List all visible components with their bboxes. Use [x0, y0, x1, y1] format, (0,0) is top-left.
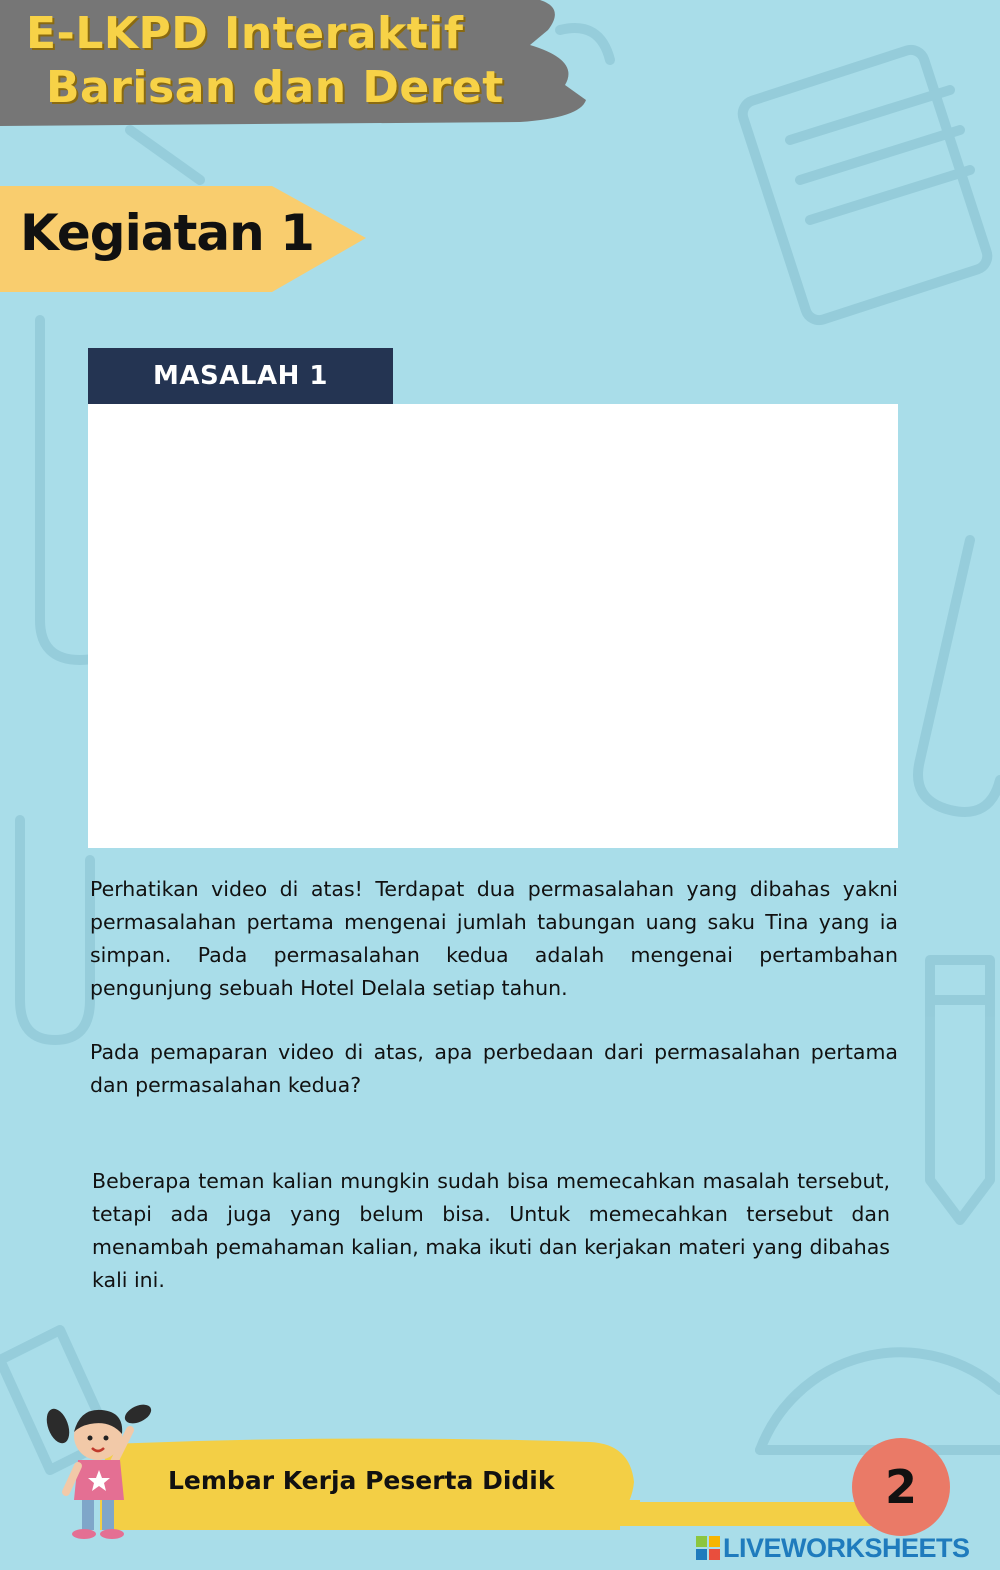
activity-banner [0, 186, 370, 294]
title-line-1: E-LKPD Interaktif [26, 8, 464, 59]
footer-label: Lembar Kerja Peserta Didik [168, 1466, 555, 1495]
paragraph-question: Pada pemaparan video di atas, apa perbedaan dari permasalahan pertama dan permasalahan kedua? [90, 1040, 898, 1097]
liveworksheets-logo[interactable] [696, 1532, 996, 1564]
student-illustration [40, 1396, 160, 1546]
liveworksheets-text: LIVEWORKSHEETS [723, 1532, 970, 1563]
problem-tab: MASALAH 1 [88, 348, 393, 404]
footer-underline [600, 1500, 880, 1530]
paragraph-video-intro: Perhatikan video di atas! Terdapat dua permasalahan yang dibahas yakni permasalahan pertama mengenai jumlah tabungan uang saku Tina yang ia simpan. Pada permasalahan kedua adalah mengenai pertambahan pengunjung sebuah Hotel Delala setiap tahun. [90, 877, 898, 1000]
paragraph-instructions: Beberapa teman kalian mungkin sudah bisa memecahkan masalah tersebut, tetapi ada juga yang belum bisa. Untuk memecahkan tersebut dan menambah pemahaman kalian, maka ikuti dan kerjakan materi yang dibahas kali ini. [92, 1169, 890, 1292]
liveworksheets-icon [696, 1536, 720, 1560]
activity-title: Kegiatan 1 [20, 204, 314, 262]
video-embed[interactable] [88, 404, 898, 848]
page-number: 2 [852, 1438, 950, 1536]
title-banner [0, 0, 600, 130]
title-line-2: Barisan dan Deret [46, 62, 504, 113]
